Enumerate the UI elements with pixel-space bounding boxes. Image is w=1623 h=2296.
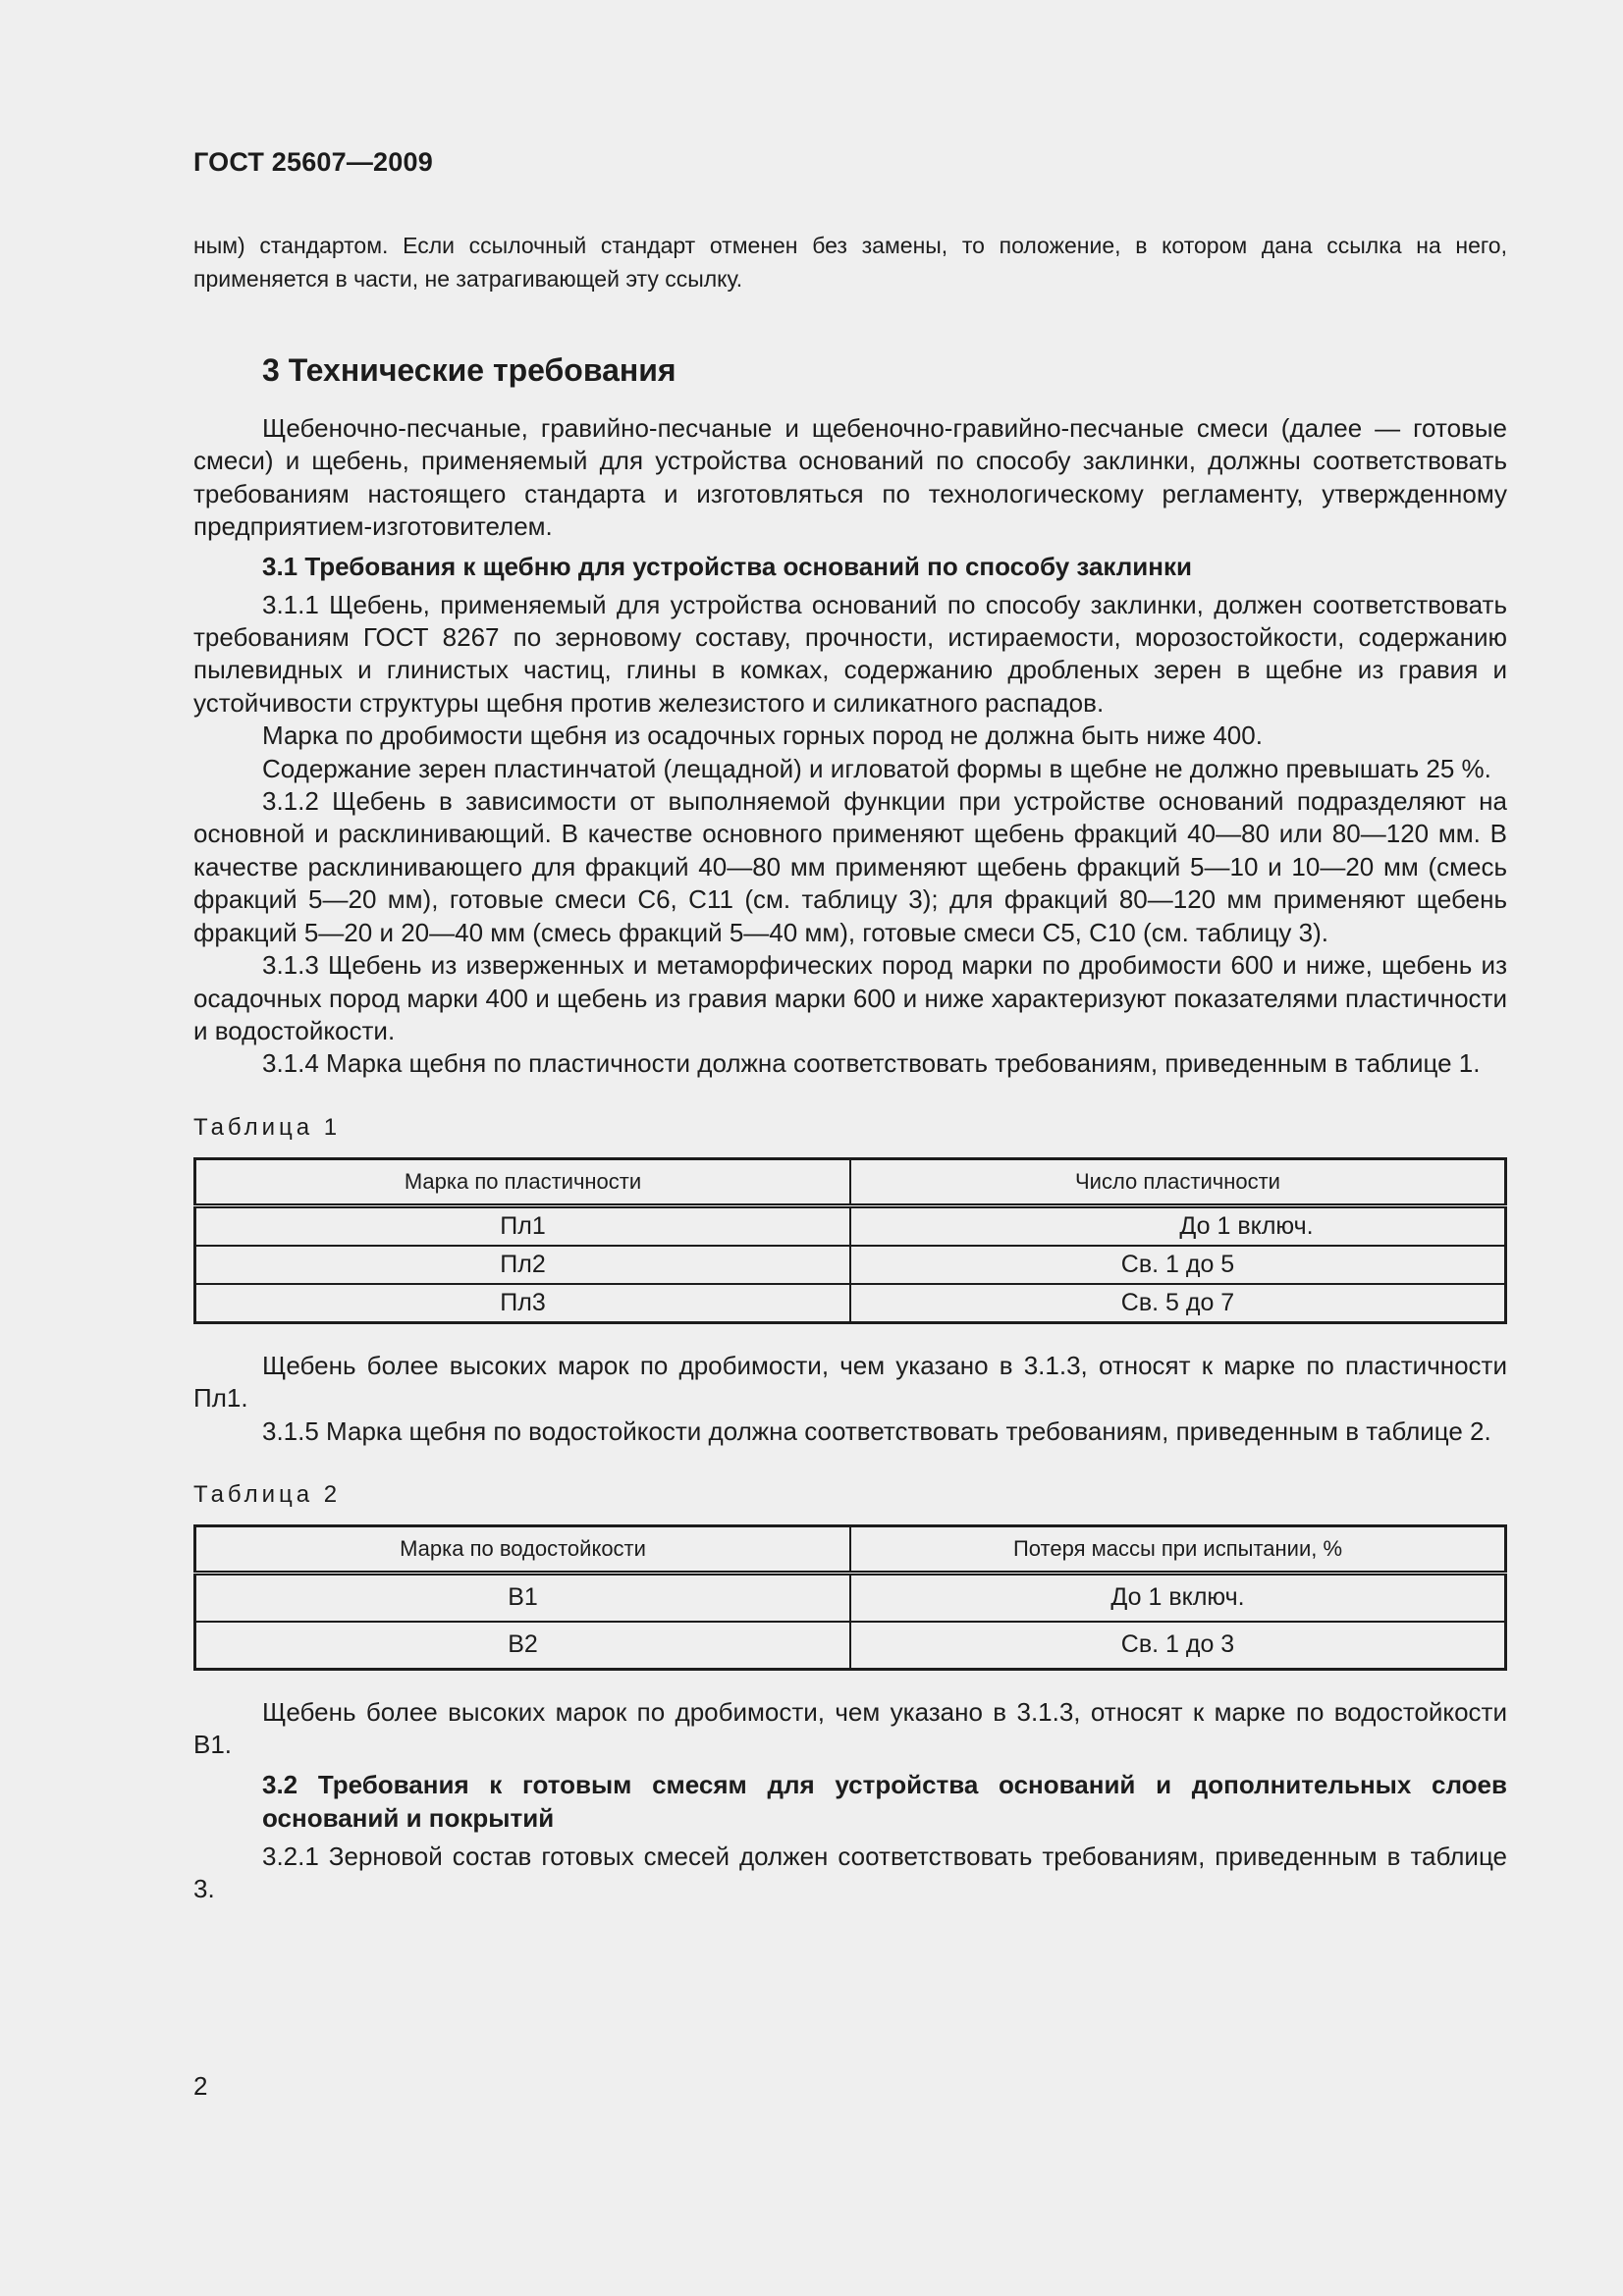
table-cell: Пл1 xyxy=(195,1205,851,1246)
table-1 xyxy=(193,1157,1507,1324)
document-page xyxy=(193,137,1507,1906)
table-2-caption: Таблица 2 xyxy=(193,1480,342,1508)
table-cell: В2 xyxy=(195,1622,851,1670)
paragraph-3-1-3: 3.1.3 Щебень из изверженных и метаморфических пород марки по дробимости 600 и ниже, щебень из осадочных пород марки 400 и щебень из гравия марки 600 и ниже характеризуют показателями пластичности и водостойкости. xyxy=(193,950,1507,1045)
table-cell: В1 xyxy=(195,1573,851,1622)
table-cell: Св. 5 до 7 xyxy=(850,1284,1506,1323)
table-cell: Св. 1 до 3 xyxy=(850,1622,1506,1670)
section-3-2-title: 3.2 Требования к готовым смесям для устройства оснований и дополнительных слоев оснований и покрытий xyxy=(262,1769,1507,1833)
table-1-header-chislo: Число пластичности xyxy=(850,1158,1506,1205)
paragraph-3-1-2: 3.1.2 Щебень в зависимости от выполняемой функции при устройстве оснований подразделяют на основной и расклинивающий. В качестве основного применяют щебень фракций 40—80 или 80—120 мм. В качестве расклинивающего для фракций 40—80 мм применяют щебень фракций 5—10 и 10—20 мм (смесь фракций 5—20 мм), готовые смеси С6, С11 (см. таблицу 3); для фракций 80—120 мм применяют щебень фракций 5—20 и 20—40 мм (смесь фракций 5—40 мм), готовые смеси С5, С10 (см. таблицу 3). xyxy=(193,786,1507,947)
paragraph-marka-drobimosti: Марка по дробимости щебня из осадочных горных пород не должна быть ниже 400. xyxy=(262,721,1263,751)
section-3-1-title: 3.1 Требования к щебню для устройства оснований по способу заклинки xyxy=(262,551,1192,581)
section-3-title: 3 Технические требования xyxy=(262,352,676,388)
paragraph-3-2-1: 3.2.1 Зерновой состав готовых смесей должен соответствовать требованиям, приведенным в таблице 3. xyxy=(193,1841,1507,1904)
paragraph-after-table-2: Щебень более высоких марок по дробимости, чем указано в 3.1.3, относят к марке по водостойкости В1. xyxy=(193,1696,1507,1760)
table-cell: Св. 1 до 5 xyxy=(850,1246,1506,1284)
table-2 xyxy=(193,1524,1507,1671)
table-row xyxy=(195,1246,1506,1284)
paragraph-soderzhanie-zeren: Содержание зерен пластинчатой (лещадной) и игловатой формы в щебне не должно превышать 25 %. xyxy=(262,753,1491,783)
paragraph-3-1-5: 3.1.5 Марка щебня по водостойкости должна соответствовать требованиям, приведенным в таблице 2. xyxy=(262,1415,1491,1446)
table-2-header-marka: Марка по водостойкости xyxy=(195,1525,851,1573)
table-cell: До 1 включ. xyxy=(850,1573,1506,1622)
paragraph-3-1-1: 3.1.1 Щебень, применяемый для устройства оснований по способу заклинки, должен соответствовать требованиям ГОСТ 8267 по зерновому составу, прочности, истираемости, морозостойкости, содержанию пылевидных и глинистых частиц, глины в комках, содержанию дробленых зерен в щебне из гравия и устойчивости структуры щебня против железистого и силикатного распадов. xyxy=(193,589,1507,718)
table-1-header-marka: Марка по пластичности xyxy=(195,1158,851,1205)
page-number: 2 xyxy=(193,2071,208,2101)
table-cell: Пл3 xyxy=(195,1284,851,1323)
table-row xyxy=(195,1573,1506,1622)
table-header-row xyxy=(195,1158,1506,1205)
table-row xyxy=(195,1284,1506,1323)
table-row xyxy=(195,1205,1506,1246)
paragraph-3-1-4: 3.1.4 Марка щебня по пластичности должна соответствовать требованиям, приведенным в таблице 1. xyxy=(262,1048,1481,1079)
table-row xyxy=(195,1622,1506,1670)
table-2-header-poterya: Потеря массы при испытании, % xyxy=(850,1525,1506,1573)
document-header: ГОСТ 25607—2009 xyxy=(193,147,433,177)
table-header-row xyxy=(195,1525,1506,1573)
intro-paragraph: ным) стандартом. Если ссылочный стандарт отменен без замены, то положение, в котором дана ссылка на него, применяется в части, не затрагивающей эту ссылку. xyxy=(193,233,1507,292)
table-cell: Пл2 xyxy=(195,1246,851,1284)
table-1-caption: Таблица 1 xyxy=(193,1113,342,1141)
table-cell: До 1 включ. xyxy=(850,1205,1506,1246)
section-3-intro: Щебеночно-песчаные, гравийно-песчаные и щебеночно-гравийно-песчаные смеси (далее — готовые смеси) и щебень, применяемый для устройства оснований по способу заклинки, должны соответствовать требованиям настоящего стандарта и изготовляться по технологическому регламенту, утвержденному предприятием-изготовителем. xyxy=(193,413,1507,542)
paragraph-after-table-1: Щебень более высоких марок по дробимости, чем указано в 3.1.3, относят к марке по пластичности Пл1. xyxy=(193,1350,1507,1414)
